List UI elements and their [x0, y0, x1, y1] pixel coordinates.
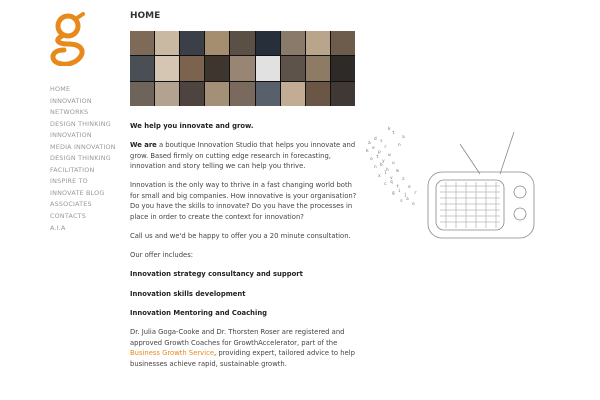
nav-item-design-thinking-facilitation-2[interactable]: FACILITATION: [50, 165, 95, 174]
svg-text:q: q: [390, 180, 393, 185]
team-photo-collage: [130, 31, 355, 106]
portrait-photo: [331, 82, 355, 106]
portrait-photo: [205, 82, 229, 106]
portrait-photo: [205, 31, 229, 55]
portrait-photo: [230, 56, 254, 80]
nav-item-associates[interactable]: ASSOCIATES: [50, 200, 92, 209]
portrait-photo: [180, 31, 204, 55]
scattered-letters-decoration: [366, 126, 417, 207]
svg-text:n: n: [374, 165, 377, 170]
svg-text:y: y: [382, 159, 385, 164]
radio-icon: [428, 132, 534, 238]
tagline: We help you innovate and grow.: [130, 122, 254, 130]
portrait-photo: [256, 56, 280, 80]
svg-text:t: t: [392, 131, 395, 136]
svg-text:o: o: [370, 157, 373, 162]
consultation-paragraph: Call us and we'd be happy to offer you a 20 minute consultation.: [130, 232, 351, 241]
portrait-photo: [281, 82, 305, 106]
innovation-paragraph: Innovation is the only way to thrive in a fast changing world both for small and big companies. How innovative is your organisation? Do you have the skills to innovate? Do you have the processes in place in order to create the context for innovation?: [130, 181, 357, 221]
portrait-photo: [155, 82, 179, 106]
offer-skills: Innovation skills development: [130, 289, 246, 298]
logo-g[interactable]: [50, 12, 88, 66]
svg-text:r: r: [384, 145, 387, 150]
svg-text:m: m: [396, 169, 399, 174]
nav-item-inspire-blog[interactable]: INSPIRE TO: [50, 177, 88, 186]
svg-text:j: j: [404, 193, 407, 198]
portrait-photo: [130, 31, 154, 55]
portrait-photo: [130, 82, 154, 106]
offer-heading: Our offer includes:: [130, 251, 194, 260]
svg-text:s: s: [400, 199, 403, 204]
svg-text:s: s: [380, 139, 383, 144]
portrait-photo: [180, 56, 204, 80]
svg-text:a: a: [368, 141, 371, 146]
portrait-photo: [130, 56, 154, 80]
radio-sketch-illustration: [362, 122, 542, 242]
portrait-photo: [281, 31, 305, 55]
portrait-photo: [205, 56, 229, 80]
svg-text:i: i: [398, 189, 401, 194]
about-lead: We are: [130, 141, 157, 150]
offer-mentoring: Innovation Mentoring and Coaching: [130, 308, 268, 317]
svg-text:w: w: [388, 153, 391, 158]
nav-item-design-thinking-facilitation[interactable]: DESIGN THINKING: [50, 154, 111, 163]
svg-text:x: x: [378, 174, 381, 179]
svg-text:a: a: [406, 197, 409, 202]
svg-text:u: u: [392, 161, 395, 166]
svg-text:d: d: [374, 137, 377, 142]
portrait-photo: [155, 31, 179, 55]
svg-text:h: h: [386, 168, 389, 173]
page-title: HOME: [130, 11, 161, 21]
svg-text:g: g: [392, 191, 395, 196]
main-nav: [50, 84, 116, 234]
nav-item-home[interactable]: HOME: [50, 85, 71, 93]
portrait-photo: [256, 31, 280, 55]
growth-text-pre: Dr. Julia Goga-Cooke and Dr. Thorsten Roser are registered and approved Growth Coaches for GrowthAccelerator, part of the: [130, 328, 345, 347]
business-growth-link[interactable]: Business Growth Service: [130, 349, 215, 357]
portrait-photo: [155, 56, 179, 80]
main-content: [130, 10, 358, 378]
nav-item-innovation-networks[interactable]: INNOVATION: [50, 96, 92, 105]
svg-text:f: f: [396, 185, 399, 190]
svg-text:e: e: [408, 185, 411, 190]
portrait-photo: [306, 31, 330, 55]
svg-text:l: l: [384, 171, 387, 176]
svg-text:c: c: [384, 182, 387, 187]
portrait-photo: [281, 56, 305, 80]
intro-copy: [130, 121, 358, 369]
offer-strategy: Innovation strategy consultancy and support: [130, 270, 303, 279]
svg-text:n: n: [398, 143, 401, 148]
svg-text:v: v: [390, 176, 393, 181]
nav-item-contacts[interactable]: CONTACTS: [50, 212, 86, 221]
nav-item-design-thinking-innovation-2[interactable]: INNOVATION: [50, 131, 92, 140]
growth-text-post: , providing expert, tailored advice to help businesses achieve rapid, sustainable growth.: [130, 349, 355, 368]
portrait-photo: [306, 82, 330, 106]
portrait-photo: [331, 31, 355, 55]
portrait-photo: [256, 82, 280, 106]
portrait-photo: [180, 82, 204, 106]
portrait-photo: [230, 82, 254, 106]
about-paragraph: [130, 140, 358, 172]
svg-text:k: k: [366, 149, 369, 154]
portrait-photo: [230, 31, 254, 55]
about-text: a boutique Innovation Studio that helps you innovate and grow. Based firmly on cutting edge research in forecasting, innovation and story telling we can help you thrive.: [130, 141, 356, 171]
nav-item-innovation-networks-2[interactable]: NETWORKS: [50, 108, 89, 117]
growth-paragraph: [130, 327, 358, 369]
svg-text:a: a: [402, 135, 405, 140]
svg-text:k: k: [388, 127, 391, 132]
svg-text:p: p: [378, 150, 381, 155]
svg-text:z: z: [402, 177, 405, 182]
nav-item-media-innovation[interactable]: MEDIA INNOVATION: [50, 142, 116, 151]
nav-item-aia[interactable]: A.I.A: [50, 223, 66, 232]
svg-text:t: t: [376, 155, 379, 160]
svg-text:e: e: [372, 146, 375, 151]
nav-item-design-thinking-innovation[interactable]: DESIGN THINKING: [50, 119, 111, 128]
svg-text:b: b: [380, 163, 383, 168]
portrait-photo: [306, 56, 330, 80]
svg-text:r: r: [414, 191, 417, 196]
portrait-photo: [331, 56, 355, 80]
svg-text:o: o: [412, 202, 415, 207]
nav-item-inspire-blog-2[interactable]: INNOVATE BLOG: [50, 188, 105, 197]
